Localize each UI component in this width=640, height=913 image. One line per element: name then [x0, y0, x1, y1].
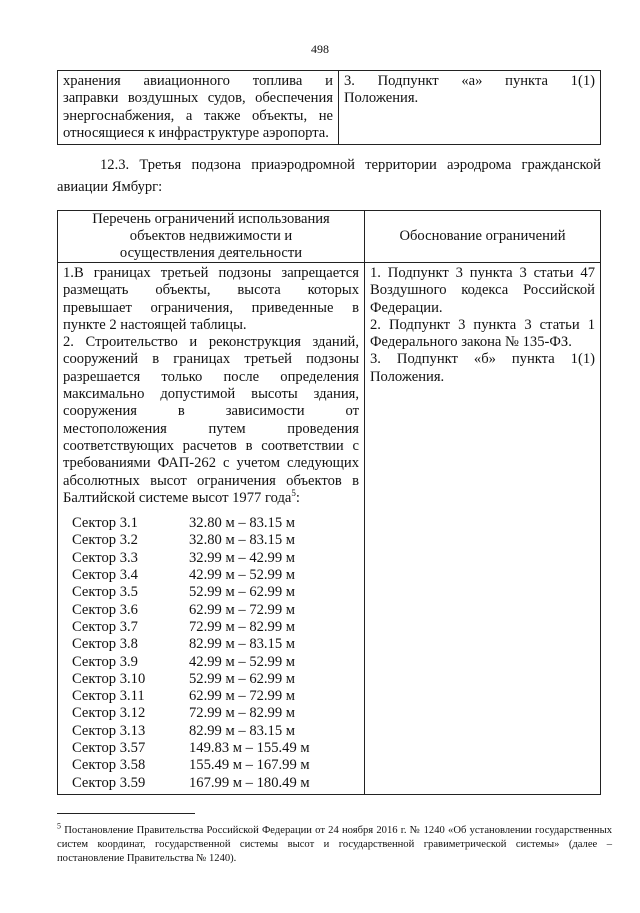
text-line: превышает ограничения, приведенные в: [63, 299, 359, 316]
footnote-text: Постановление Правительства Российской Федерации от 24 ноября 2016 г. № 1240 «Об установлении государственных систем координат, государственной системы высот и государственной гравиметрической системы» (далее – постановление Правительства № 1240).: [57, 825, 613, 864]
text-line: 1.В границах третьей подзоны запрещается: [63, 265, 359, 281]
restriction-cell: [58, 71, 339, 145]
footnote-ref[interactable]: 5: [291, 488, 296, 498]
sector-row: [63, 584, 359, 601]
sector-row: [63, 567, 359, 584]
text-line: пункте 2 настоящей таблицы.: [63, 316, 247, 333]
text-line: [63, 490, 359, 507]
text-line: сооружения в зависимости от: [63, 403, 359, 420]
text-line: местоположения путем проведения: [63, 420, 359, 437]
sector-range: 42.99 м – 52.99 м: [189, 567, 296, 584]
sector-range: 167.99 м – 180.49 м: [189, 774, 310, 791]
sector-row: [63, 619, 359, 636]
text-line: максимально допустимой высоты здания,: [63, 386, 359, 403]
continued-table: [57, 70, 601, 145]
section-heading-line: 12.3. Третья подзона приаэродромной территории аэродрома гражданской: [100, 157, 601, 173]
sector-range: 72.99 м – 82.99 м: [189, 618, 296, 635]
table-row: [58, 263, 601, 795]
sector-range: 82.99 м – 83.15 м: [189, 636, 296, 653]
sector-name: Сектор 3.8: [72, 636, 138, 653]
text-line: Федерального закона № 135-ФЗ.: [370, 334, 572, 351]
text-fragment: :: [295, 489, 300, 506]
sector-range: 32.99 м – 42.99 м: [189, 549, 296, 566]
header-line: осуществления деятельности: [119, 245, 303, 261]
sector-row: [63, 654, 359, 671]
text-line: 2. Строительство и реконструкция зданий,: [63, 334, 359, 351]
sector-name: Сектор 3.10: [72, 670, 146, 687]
sector-name: Сектор 3.12: [72, 705, 146, 722]
sector-range: 32.80 м – 83.15 м: [189, 532, 296, 549]
sector-name: Сектор 3.57: [72, 740, 146, 757]
sector-range: 62.99 м – 72.99 м: [189, 601, 296, 618]
sector-name: Сектор 3.59: [72, 774, 146, 791]
text-line: размещать объекты, высота которых: [63, 282, 359, 299]
sector-row: [63, 705, 359, 722]
text-line: 3. Подпункт «а» пункта 1(1): [344, 73, 595, 89]
header-line: объектов недвижимости и: [129, 228, 293, 244]
section-heading-line: авиации Ямбург:: [57, 179, 163, 195]
text-line: Положения.: [344, 90, 419, 107]
sector-list: [63, 515, 359, 792]
sector-name: Сектор 3.2: [72, 532, 138, 549]
sector-range: 155.49 м – 167.99 м: [189, 757, 310, 774]
sector-range: 52.99 м – 62.99 м: [189, 584, 296, 601]
sector-row: [63, 602, 359, 619]
text-line: 3. Подпункт «б» пункта 1(1): [370, 351, 595, 368]
text-line: Федерации.: [370, 299, 443, 316]
text-line: 1. Подпункт 3 пункта 3 статьи 47: [370, 265, 595, 281]
footnote-mark: 5: [57, 821, 61, 831]
sector-range: 82.99 м – 83.15 м: [189, 722, 296, 739]
sector-name: Сектор 3.4: [72, 567, 138, 584]
sector-row: [63, 723, 359, 740]
text-line: сооружений в границах третьей подзоны: [63, 351, 359, 368]
sector-row: [63, 688, 359, 705]
sector-row: [63, 532, 359, 549]
sector-name: Сектор 3.58: [72, 757, 146, 774]
footnote: [57, 821, 613, 866]
text-line: энергоснабжения, а также объекты, не: [63, 107, 333, 124]
header-restrictions: [58, 211, 365, 263]
page-number: 498: [311, 42, 329, 56]
header-justification: Обоснование ограничений: [365, 211, 601, 263]
header-line: Перечень ограничений использования: [92, 211, 330, 227]
text-line: хранения авиационного топлива и: [63, 73, 333, 89]
justification-cell: [339, 71, 601, 145]
sector-name: Сектор 3.3: [72, 549, 138, 566]
sector-name: Сектор 3.7: [72, 618, 138, 635]
sector-range: 32.80 м – 83.15 м: [189, 515, 296, 532]
sector-row: [63, 775, 359, 792]
sector-name: Сектор 3.6: [72, 601, 138, 618]
sector-row: [63, 515, 359, 532]
sector-name: Сектор 3.1: [72, 515, 138, 532]
table-row: [58, 71, 601, 145]
sector-row: [63, 671, 359, 688]
restrictions-table: [57, 210, 601, 795]
sector-name: Сектор 3.13: [72, 722, 146, 739]
sector-name: Сектор 3.5: [72, 584, 138, 601]
text-line: Положения.: [370, 368, 445, 385]
sector-range: 42.99 м – 52.99 м: [189, 653, 296, 670]
text-line: абсолютных высот ограничения объектов в: [63, 472, 359, 489]
text-line: разрешается только после определения: [63, 368, 359, 385]
text-line: 2. Подпункт 3 пункта 3 статьи 1: [370, 316, 595, 333]
sector-row: [63, 740, 359, 757]
text-line: требованиями ФАП-262 с учетом следующих: [63, 455, 359, 472]
sector-row: [63, 636, 359, 653]
text-line: соответствующих расчетов в соответствии с: [63, 437, 359, 454]
text-line: относящиеся к инфраструктуре аэропорта.: [63, 124, 329, 141]
text-line: заправки воздушных судов, обеспечения: [63, 90, 333, 107]
section-heading: [57, 154, 601, 198]
table-header-row: [58, 211, 601, 263]
footnote-separator: [57, 813, 195, 814]
sector-row: [63, 757, 359, 774]
restriction-cell: [58, 263, 365, 795]
text-line: Воздушного кодекса Российской: [370, 282, 595, 299]
sector-range: 72.99 м – 82.99 м: [189, 705, 296, 722]
sector-range: 149.83 м – 155.49 м: [189, 740, 310, 757]
sector-row: [63, 550, 359, 567]
sector-range: 62.99 м – 72.99 м: [189, 688, 296, 705]
justification-cell: [365, 263, 601, 795]
text-fragment: Балтийской системе высот 1977 года: [63, 489, 292, 506]
sector-name: Сектор 3.9: [72, 653, 138, 670]
sector-name: Сектор 3.11: [72, 688, 145, 705]
sector-range: 52.99 м – 62.99 м: [189, 670, 296, 687]
